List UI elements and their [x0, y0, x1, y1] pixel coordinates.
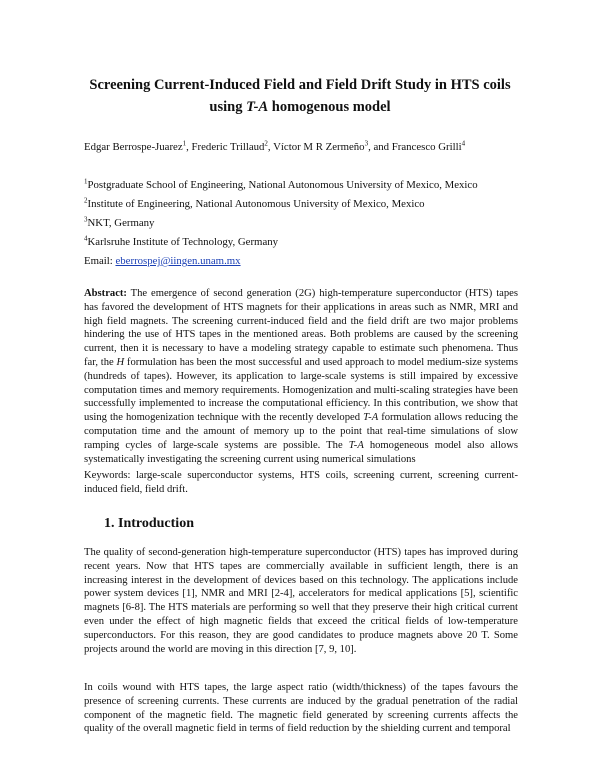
abstract-text: formulation has been the most successful and used approach to model medium-size systems (hundreds of tapes). However, its application to large-scale systems is still impaired by excessive computation times and memory requirements. Homogenization and multi-scaling strategies have been successfully implemented to increase the computational efficiency. In this contribution, we show that using the homogenization technique with the recently developed [84, 356, 518, 424]
affiliation-mark: 1 [84, 177, 88, 186]
abstract-text: homogeneous model also allows systematically investigating the screening current using numerical simulations [84, 439, 518, 465]
keywords-paragraph: Keywords: large-scale superconductor systems, HTS coils, screening current, screening current-induced field, field drift. [84, 470, 518, 495]
author-list [84, 141, 465, 153]
affiliation-text: Karlsruhe Institute of Technology, Germany [87, 236, 279, 248]
abstract-label: Abstract: [84, 288, 127, 299]
author-name: Frederic Trillaud [191, 141, 265, 153]
email-link[interactable]: eberrospej@iingen.unam.mx [115, 255, 241, 267]
affiliation-mark: 3 [84, 215, 88, 224]
author-affiliation-mark: 1 [182, 139, 187, 148]
body-paragraph: In coils wound with HTS tapes, the large aspect ratio (width/thickness) of the tapes favours the presence of screening currents. These currents are induced by the gradual penetration of the radial component of the magnetic field. The magnetic field generated by screening currents affects the quality of the overall magnetic field in terms of field reduction by the shielding current and temporal [84, 682, 518, 735]
affiliation [84, 236, 278, 248]
author-separator: , [267, 141, 274, 153]
author-affiliation-mark: 2 [264, 139, 268, 148]
affiliation-text: Postgraduate School of Engineering, National Autonomous University of Mexico, Mexico [87, 179, 478, 191]
author-name: Edgar Berrospe-Juarez [84, 141, 183, 153]
contact-email [84, 255, 241, 267]
abstract-paragraph [84, 287, 518, 466]
title-italic-term: T-A [246, 99, 269, 115]
author-name: Francesco Grilli [391, 141, 462, 153]
section-heading: 1. Introduction [104, 516, 194, 531]
author-name: Víctor M R Zermeño [273, 141, 365, 153]
paper-title-line-1: Screening Current-Induced Field and Field Drift Study in HTS coils [89, 77, 511, 93]
abstract-italic-term: T-A [348, 439, 364, 451]
affiliation-text: NKT, Germany [87, 217, 155, 229]
body-paragraph: The quality of second-generation high-temperature superconductor (HTS) tapes has improved during recent years. Now that HTS tapes are commercially available in sufficient length, there is an increasing interest in the development of devices based on this technology. The applications include power system devices [1], NMR and MRI [2-4], accelerators for medical applications [5], scientific magnets [6-8]. The HTS materials are performing so well that they preserve their high critical current even under the effect of high magnetic fields that exceed the critical fields of low-temperature superconductors. For this reason, they are good candidates to produce magnets above 20 T. Some projects around the world are moving in this direction [7, 9, 10]. [84, 547, 518, 655]
author-separator: , [186, 141, 192, 153]
paper-title-line-2 [60, 98, 540, 116]
email-label: Email: [84, 255, 116, 267]
affiliation [84, 198, 425, 210]
abstract-text: The emergence of second generation (2G) high-temperature superconductor (HTS) tapes has favored the development of HTS magnets for their applications in areas such as NMR, MRI and high field magnets. The screening current-induced field and the field drift are two major problems hindering the use of HTS tapes in the mentioned areas. Both problems are caused by the screening current, then it is necessary to have a modeling strategy capable to estimate such phenomena. Thus far, the [84, 288, 518, 368]
abstract-italic-term: H [116, 356, 125, 368]
affiliation [84, 217, 154, 229]
affiliation [84, 179, 478, 191]
author-affiliation-mark: 4 [461, 139, 466, 148]
author-affiliation-mark: 3 [364, 139, 369, 148]
affiliation-mark: 2 [84, 196, 88, 205]
title-text: using [209, 99, 247, 115]
affiliation-text: Institute of Engineering, National Autonomous University of Mexico, Mexico [87, 198, 425, 210]
abstract-italic-term: T-A [363, 412, 379, 424]
abstract-text: formulation allows reducing the computation time and the amount of memory up to the point that real-time simulations of slow ramping cycles of large-scale systems are possible. The [84, 412, 518, 451]
affiliation-mark: 4 [84, 234, 88, 243]
author-separator: , and [368, 141, 392, 153]
title-text-end: homogenous model [268, 99, 391, 115]
